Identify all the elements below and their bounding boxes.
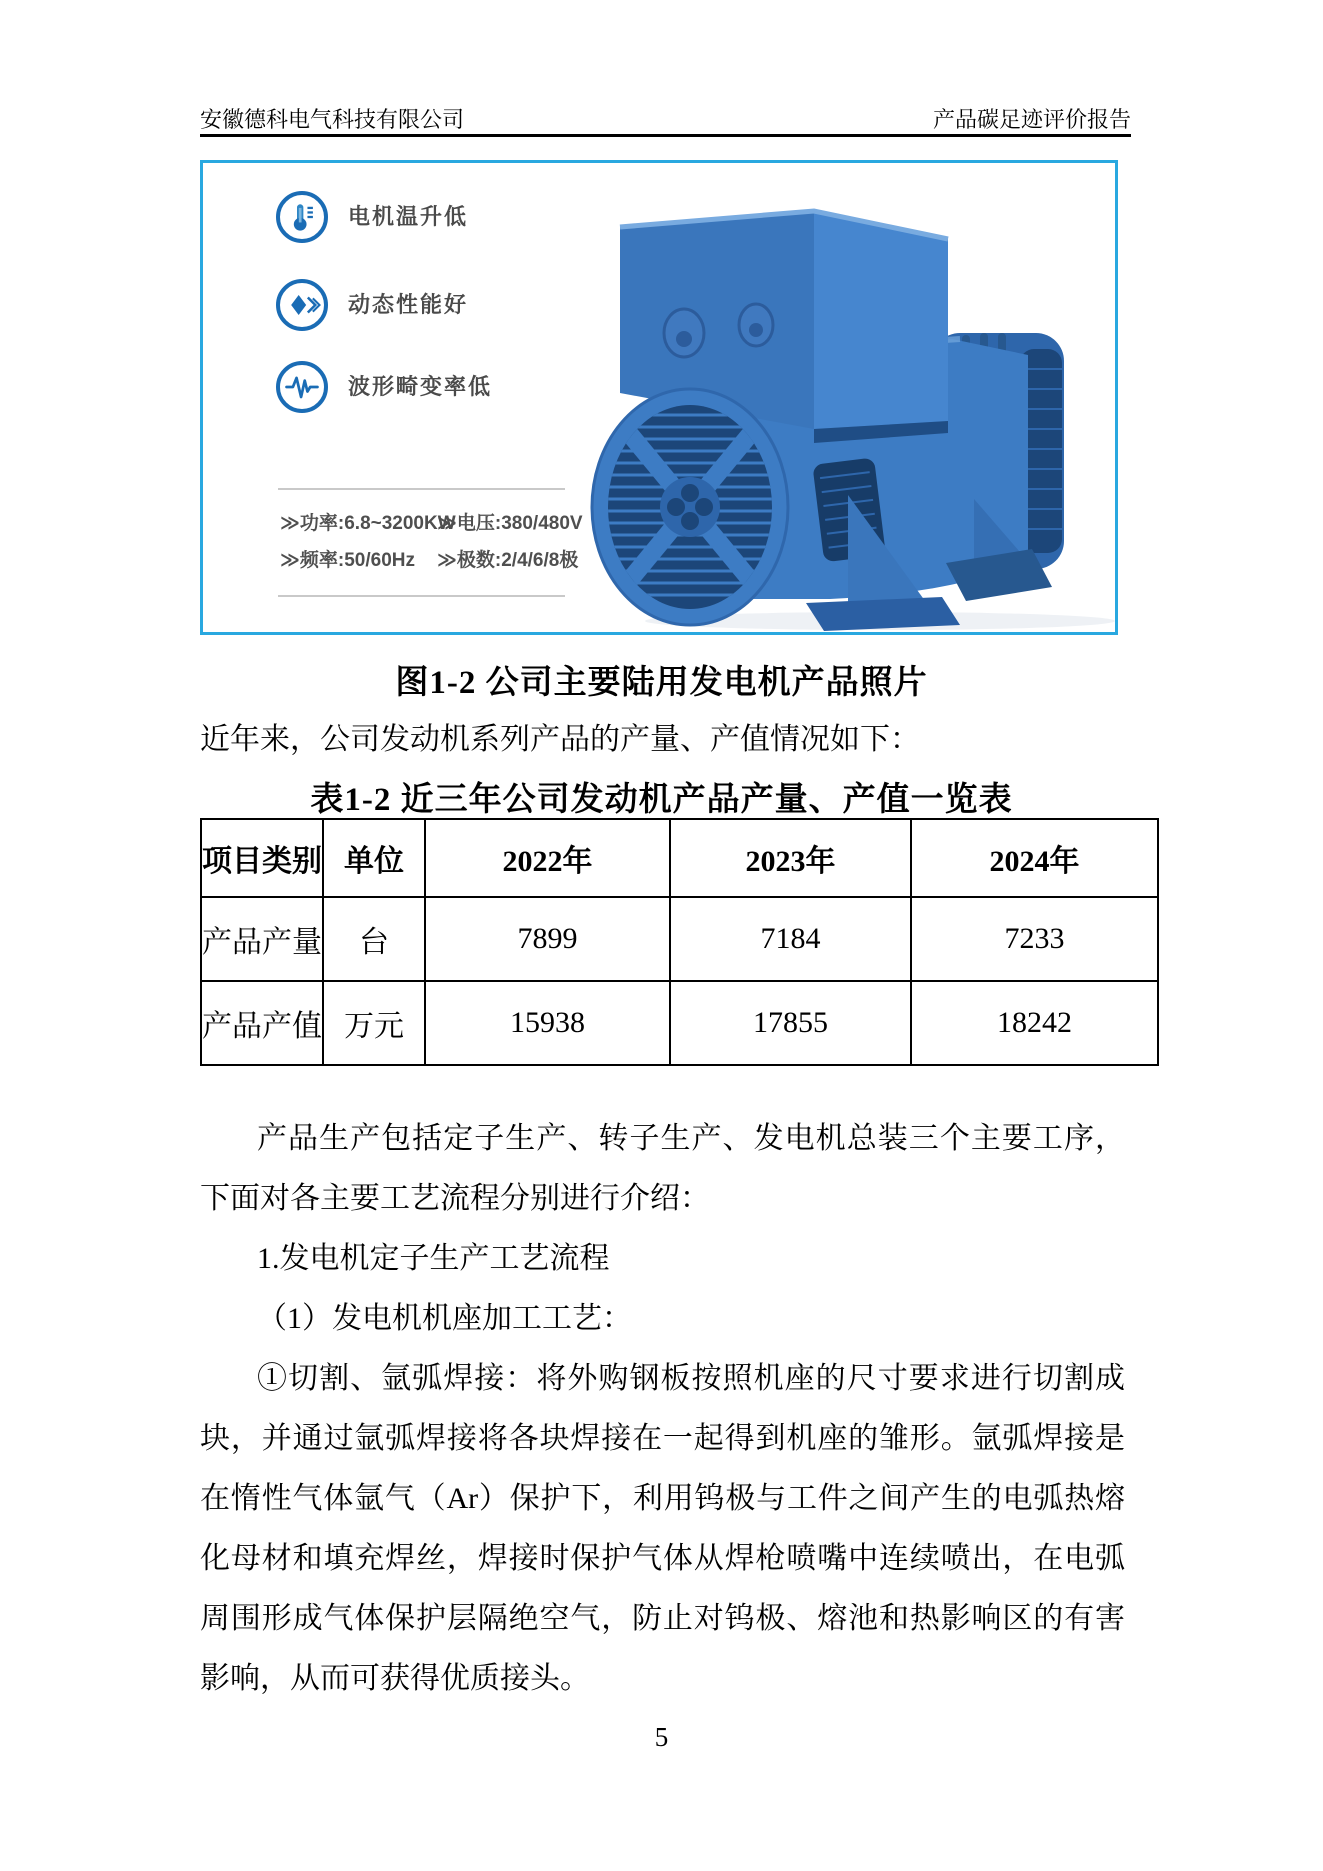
feature-label: 电机温升低 xyxy=(348,204,469,229)
cell-value: 18242 xyxy=(911,981,1158,1065)
body-line: 在惰性气体氩气（Ar）保护下，利用钨极与工件之间产生的电弧热熔 xyxy=(200,1482,1125,1515)
body-line: 影响，从而可获得优质接头。 xyxy=(200,1662,590,1695)
body-line: 周围形成气体保护层隔绝空气，防止对钨极、熔池和热影响区的有害 xyxy=(200,1602,1125,1635)
body-line: （1）发电机机座加工工艺： xyxy=(257,1302,632,1335)
table-caption: 表1-2 近三年公司发动机产品产量、产值一览表 xyxy=(310,782,1013,818)
body-line: 块，并通过氩弧焊接将各块焊接在一起得到机座的雏形。氩弧焊接是 xyxy=(200,1422,1125,1455)
intro-paragraph: 近年来，公司发动机系列产品的产量、产值情况如下： xyxy=(200,723,920,756)
feature-label: 波形畸变率低 xyxy=(348,374,493,399)
cell-value: 7184 xyxy=(670,897,911,981)
col-header-category: 项目类别 xyxy=(201,819,323,897)
body-line: 化母材和填充焊丝，焊接时保护气体从焊枪喷嘴中连续喷出，在电弧 xyxy=(200,1542,1125,1575)
body-line: 下面对各主要工艺流程分别进行介绍： xyxy=(200,1182,710,1215)
product-image-frame xyxy=(200,160,1118,635)
body-text xyxy=(200,1109,1125,1709)
header-rule xyxy=(200,134,1131,137)
feature-label: 动态性能好 xyxy=(348,292,469,317)
generator-grille xyxy=(592,389,788,625)
cell-category: 产品产值 xyxy=(201,981,323,1065)
spec-poles: ≫极数:2/4/6/8极 xyxy=(437,550,579,571)
cell-value: 17855 xyxy=(670,981,911,1065)
spec-power: ≫功率:6.8~3200KW xyxy=(280,513,456,534)
cell-unit: 万元 xyxy=(323,981,425,1065)
spec-frequency: ≫频率:50/60Hz xyxy=(280,550,415,571)
table-row xyxy=(201,897,1158,981)
waveform-icon xyxy=(276,361,328,413)
spec-divider-bottom xyxy=(278,595,565,597)
spec-voltage: ≫电压:380/480V xyxy=(437,513,583,534)
cell-value: 15938 xyxy=(425,981,670,1065)
generator-photo xyxy=(580,163,1118,632)
col-header-2022: 2022年 xyxy=(425,819,670,897)
col-header-2024: 2024年 xyxy=(911,819,1158,897)
cell-value: 7233 xyxy=(911,897,1158,981)
body-line: 产品生产包括定子生产、转子生产、发电机总装三个主要工序， xyxy=(257,1122,1125,1155)
col-header-unit: 单位 xyxy=(323,819,425,897)
page-number: 5 xyxy=(654,1722,669,1752)
spec-divider-top xyxy=(278,488,565,490)
figure-caption: 图1-2 公司主要陆用发电机产品照片 xyxy=(395,665,928,701)
header-company-name: 安徽德科电气科技有限公司 xyxy=(200,107,465,132)
cell-unit: 台 xyxy=(323,897,425,981)
dynamic-performance-icon xyxy=(276,279,328,331)
cell-category: 产品产量 xyxy=(201,897,323,981)
cell-value: 7899 xyxy=(425,897,670,981)
body-line: ①切割、氩弧焊接：将外购钢板按照机座的尺寸要求进行切割成 xyxy=(257,1362,1125,1395)
production-table xyxy=(200,818,1159,1066)
table-row xyxy=(201,981,1158,1065)
body-line: 1.发电机定子生产工艺流程 xyxy=(257,1242,610,1275)
header-report-title: 产品碳足迹评价报告 xyxy=(932,107,1131,132)
table-header-row xyxy=(201,819,1158,897)
col-header-2023: 2023年 xyxy=(670,819,911,897)
thermometer-icon xyxy=(276,191,328,243)
